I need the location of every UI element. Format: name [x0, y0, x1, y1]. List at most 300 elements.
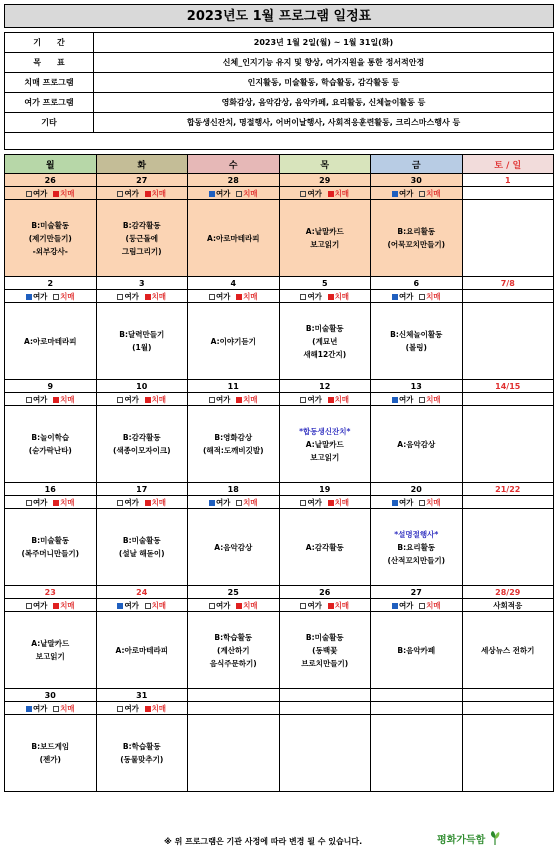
day-program-type — [5, 599, 97, 612]
empty-box-icon — [26, 397, 32, 403]
activity-line: A:음악감상 — [214, 542, 253, 552]
program-type-checkbox — [26, 498, 75, 507]
empty-box-icon — [419, 500, 425, 506]
checked-box-icon — [236, 294, 242, 300]
dementia-label: 치매 — [426, 497, 441, 507]
program-type-checkbox — [300, 601, 349, 610]
leisure-label: 여가 — [398, 188, 414, 198]
day-date: 5 — [279, 277, 371, 290]
dementia-label: 치매 — [243, 291, 258, 301]
day-date: 6 — [371, 277, 463, 290]
day-date: 28/29 — [462, 586, 554, 599]
day-date: 11 — [188, 380, 280, 393]
activity-line: B:달력만들기 — [119, 330, 165, 339]
day-activity — [462, 715, 554, 792]
leisure-label: 여가 — [307, 394, 322, 404]
leisure-label: 여가 — [124, 497, 139, 507]
day-activity — [371, 612, 463, 689]
empty-box-icon — [117, 397, 123, 403]
empty-box-icon — [419, 191, 425, 197]
day-activity — [279, 612, 371, 689]
day-program-type — [462, 496, 554, 509]
day-program-type — [371, 393, 463, 406]
day-date: 28 — [188, 174, 280, 187]
leisure-label: 여가 — [398, 497, 414, 507]
program-type-checkbox — [26, 601, 75, 610]
day-activity — [279, 406, 371, 483]
program-type-checkbox — [209, 601, 258, 610]
day-date: 7/8 — [462, 277, 554, 290]
day-activity — [5, 715, 97, 792]
info-key: 목 표 — [5, 53, 94, 73]
empty-box-icon — [300, 500, 306, 506]
leisure-label: 여가 — [307, 188, 322, 198]
empty-box-icon — [300, 397, 306, 403]
activity-line: 보고읽기 — [35, 652, 65, 661]
checked-box-icon — [236, 603, 242, 609]
footer — [4, 830, 554, 852]
day-activity — [279, 509, 371, 586]
activity-line: (산적꼬치만들기) — [387, 555, 446, 565]
activity-line: (계산하기 — [217, 645, 250, 655]
leisure-label: 여가 — [307, 600, 322, 610]
activity-row — [5, 303, 554, 380]
dementia-label: 치매 — [243, 600, 258, 610]
day-program-type — [96, 393, 188, 406]
date-row — [5, 483, 554, 496]
dementia-label: 치매 — [243, 188, 258, 198]
day-date: 27 — [96, 174, 188, 187]
day-activity — [5, 509, 97, 586]
checked-box-icon — [209, 500, 215, 506]
dementia-label: 치매 — [334, 291, 350, 301]
activity-line: (제기만들기) — [28, 233, 72, 243]
program-type-checkbox — [209, 292, 258, 301]
day-program-type — [5, 290, 97, 303]
program-type-checkbox — [300, 395, 349, 404]
day-program-type — [188, 702, 280, 715]
activity-line: B:감각활동 — [122, 433, 161, 442]
leisure-label: 여가 — [307, 497, 322, 507]
day-activity — [96, 303, 188, 380]
empty-box-icon — [26, 191, 32, 197]
leisure-label: 여가 — [32, 394, 48, 404]
dementia-label: 치매 — [426, 291, 441, 301]
day-date: 17 — [96, 483, 188, 496]
day-date: 10 — [96, 380, 188, 393]
leisure-label: 여가 — [307, 291, 322, 301]
day-date: 31 — [96, 689, 188, 702]
day-activity — [462, 509, 554, 586]
checked-box-icon — [145, 706, 151, 712]
checked-box-icon — [145, 397, 151, 403]
day-program-type — [371, 187, 463, 200]
empty-box-icon — [117, 294, 123, 300]
empty-box-icon — [209, 397, 215, 403]
checked-box-icon — [26, 294, 32, 300]
day-program-type — [5, 187, 97, 200]
leisure-label: 여가 — [32, 497, 48, 507]
dementia-label: 치매 — [60, 291, 75, 301]
day-program-type — [96, 599, 188, 612]
day-program-type — [188, 496, 280, 509]
day-program-type — [96, 290, 188, 303]
activity-row — [5, 715, 554, 792]
activity-line: A:아로마테라피 — [24, 336, 77, 346]
info-key: 기타 — [5, 113, 94, 133]
activity-line: (동백꽃 — [312, 645, 338, 655]
weekday-header: 화 — [96, 155, 188, 174]
info-key: 치매 프로그램 — [5, 73, 94, 93]
info-row — [5, 73, 554, 93]
program-type-checkbox — [392, 498, 441, 507]
day-program-type — [96, 702, 188, 715]
activity-line: (숟가락난타) — [28, 446, 72, 455]
org-logo — [437, 830, 501, 846]
day-program-type — [279, 187, 371, 200]
info-key: 여가 프로그램 — [5, 93, 94, 113]
dementia-label: 치매 — [60, 394, 75, 404]
day-date: 1 — [462, 174, 554, 187]
activity-line: A:이야기듣기 — [210, 336, 256, 346]
day-activity — [188, 509, 280, 586]
day-program-type — [188, 393, 280, 406]
day-date: 26 — [279, 586, 371, 599]
day-program-type — [96, 496, 188, 509]
activity-line: B:감각활동 — [122, 220, 161, 230]
program-type-checkbox — [117, 292, 166, 301]
leisure-label: 여가 — [398, 394, 414, 404]
program-type-checkbox — [209, 498, 258, 507]
dementia-label: 치매 — [334, 394, 350, 404]
leisure-label: 여가 — [215, 600, 231, 610]
day-activity — [96, 509, 188, 586]
checked-box-icon — [53, 397, 59, 403]
empty-box-icon — [419, 294, 425, 300]
activity-line: B:보드게임 — [31, 742, 70, 751]
day-date: 4 — [188, 277, 280, 290]
activity-line: 세상뉴스 전하기 — [481, 645, 535, 655]
weekday-header: 월 — [5, 155, 97, 174]
activity-line: B:미술활동 — [31, 536, 70, 545]
leisure-label: 여가 — [32, 291, 48, 301]
activity-line: -외부강사- — [32, 246, 68, 256]
checked-box-icon — [392, 500, 398, 506]
day-activity — [462, 303, 554, 380]
leisure-label: 여가 — [124, 600, 139, 610]
dementia-label: 치매 — [426, 188, 441, 198]
day-program-type — [371, 496, 463, 509]
activity-line: (젠가) — [39, 755, 61, 764]
activity-line: A:낱말카드 — [305, 439, 344, 449]
activity-line: B:요리활동 — [397, 542, 436, 552]
day-date: 26 — [5, 174, 97, 187]
checked-box-icon — [392, 191, 398, 197]
day-date: 29 — [279, 174, 371, 187]
activity-line: A:감각활동 — [305, 542, 344, 552]
info-value: 인지활동, 미술활동, 학습활동, 감각활동 등 — [94, 73, 554, 93]
activity-line: 보고읽기 — [310, 240, 340, 249]
leisure-label: 여가 — [215, 291, 231, 301]
activity-line: 브로치만들기) — [301, 658, 349, 668]
activity-line: B:음악카페 — [397, 645, 436, 655]
activity-line: 새해12간지) — [303, 349, 347, 359]
day-program-type — [462, 702, 554, 715]
program-type-checkbox — [117, 189, 166, 198]
day-activity — [371, 715, 463, 792]
day-date — [279, 689, 371, 702]
empty-box-icon — [26, 603, 32, 609]
day-activity — [5, 406, 97, 483]
checked-box-icon — [392, 603, 398, 609]
leisure-label: 여가 — [398, 600, 414, 610]
program-type-checkbox — [26, 189, 75, 198]
program-type-row — [5, 187, 554, 200]
program-type-checkbox — [300, 292, 349, 301]
activity-line: B:영화감상 — [214, 433, 253, 442]
dementia-label: 치매 — [151, 188, 167, 198]
dementia-label: 치매 — [60, 600, 75, 610]
day-program-type — [279, 496, 371, 509]
day-program-type — [96, 187, 188, 200]
dementia-label: 치매 — [151, 600, 167, 610]
program-type-checkbox — [209, 189, 258, 198]
day-activity — [279, 303, 371, 380]
day-date: 18 — [188, 483, 280, 496]
day-date: 16 — [5, 483, 97, 496]
checked-box-icon — [53, 500, 59, 506]
empty-box-icon — [145, 603, 151, 609]
leisure-label: 여가 — [215, 497, 231, 507]
program-type-checkbox — [117, 601, 166, 610]
weekday-header: 목 — [279, 155, 371, 174]
empty-box-icon — [53, 294, 59, 300]
day-date — [371, 689, 463, 702]
activity-line: B:신체놀이활동 — [390, 330, 443, 339]
activity-line: (어묵꼬치만들기) — [387, 240, 446, 249]
program-type-checkbox — [26, 704, 75, 713]
activity-line: A:아로마테라피 — [207, 233, 260, 243]
day-date: 25 — [188, 586, 280, 599]
empty-box-icon — [300, 294, 306, 300]
day-activity — [5, 303, 97, 380]
program-type-row — [5, 290, 554, 303]
day-activity — [5, 200, 97, 277]
page-title: 2023년도 1월 프로그램 일정표 — [4, 4, 554, 28]
activity-line: (1월) — [132, 343, 152, 352]
day-date — [462, 689, 554, 702]
day-program-type — [279, 599, 371, 612]
day-program-type — [279, 290, 371, 303]
activity-line: (색종이모자이크) — [112, 446, 171, 455]
checked-box-icon — [392, 397, 398, 403]
leisure-label: 여가 — [32, 188, 48, 198]
info-value: 신체_인지기능 유지 및 향상, 여가지원을 통한 정서적안정 — [94, 53, 554, 73]
program-type-checkbox — [392, 395, 441, 404]
date-row — [5, 586, 554, 599]
footer-note: ※ 위 프로그램은 기관 사정에 따라 변경 될 수 있습니다. — [164, 837, 363, 846]
program-type-checkbox — [26, 292, 75, 301]
day-activity — [371, 509, 463, 586]
day-program-type — [462, 187, 554, 200]
day-program-type — [462, 290, 554, 303]
program-type-checkbox — [117, 498, 166, 507]
leisure-label: 여가 — [32, 703, 48, 713]
activity-line: B:미술활동 — [122, 536, 161, 545]
dementia-label: 치매 — [151, 291, 167, 301]
info-row — [5, 113, 554, 133]
program-type-checkbox — [300, 498, 349, 507]
leisure-label: 여가 — [215, 188, 231, 198]
empty-box-icon — [419, 603, 425, 609]
day-program-type — [279, 393, 371, 406]
weekday-header-row — [5, 155, 554, 174]
day-activity — [462, 406, 554, 483]
day-program-type — [371, 702, 463, 715]
activity-row — [5, 612, 554, 689]
empty-box-icon — [236, 191, 242, 197]
dementia-label: 치매 — [243, 497, 258, 507]
day-program-type — [5, 496, 97, 509]
activity-line: 음식주문하기) — [209, 658, 257, 668]
info-spacer — [5, 133, 554, 150]
day-program-type — [371, 290, 463, 303]
day-date: 24 — [96, 586, 188, 599]
day-date: 23 — [5, 586, 97, 599]
checked-box-icon — [145, 294, 151, 300]
day-date: 19 — [279, 483, 371, 496]
day-activity — [279, 715, 371, 792]
leisure-label: 여가 — [215, 394, 231, 404]
dementia-label: 치매 — [334, 188, 350, 198]
leisure-label: 여가 — [124, 291, 139, 301]
leaf-icon — [489, 830, 501, 846]
activity-line: (설날 해돋이) — [118, 549, 165, 558]
empty-box-icon — [236, 500, 242, 506]
program-type-checkbox — [392, 601, 441, 610]
empty-box-icon — [419, 397, 425, 403]
date-row — [5, 277, 554, 290]
program-type-checkbox — [392, 292, 441, 301]
day-activity — [371, 200, 463, 277]
day-activity — [188, 303, 280, 380]
weekday-header: 토 / 일 — [462, 155, 554, 174]
program-type-checkbox — [209, 395, 258, 404]
date-row — [5, 380, 554, 393]
date-row — [5, 174, 554, 187]
day-activity — [96, 406, 188, 483]
day-activity — [462, 612, 554, 689]
day-date: 30 — [371, 174, 463, 187]
day-activity — [371, 406, 463, 483]
day-activity — [96, 715, 188, 792]
empty-box-icon — [26, 500, 32, 506]
day-activity — [188, 200, 280, 277]
activity-line: B:놀이학습 — [31, 433, 70, 442]
dementia-label: 치매 — [60, 703, 75, 713]
program-type-checkbox — [300, 189, 349, 198]
empty-box-icon — [117, 500, 123, 506]
date-row — [5, 689, 554, 702]
program-type-label: 사회적응 — [493, 600, 523, 610]
day-date: 12 — [279, 380, 371, 393]
activity-line: B:미술활동 — [305, 323, 344, 333]
program-type-row — [5, 599, 554, 612]
dementia-label: 치매 — [60, 188, 75, 198]
day-program-type — [279, 702, 371, 715]
weekday-header: 수 — [188, 155, 280, 174]
checked-box-icon — [53, 603, 59, 609]
day-activity — [462, 200, 554, 277]
empty-box-icon — [300, 603, 306, 609]
checked-box-icon — [145, 191, 151, 197]
activity-line: (복주머니만들기) — [21, 549, 80, 558]
activity-line: B:학습활동 — [214, 632, 253, 642]
activity-line: (동물맞추기) — [120, 755, 164, 764]
day-program-type — [462, 599, 554, 612]
program-type-checkbox — [493, 601, 522, 610]
day-date: 21/22 — [462, 483, 554, 496]
day-activity — [5, 612, 97, 689]
info-value: 영화감상, 음악감상, 음악카페, 요리활동, 신체놀이활동 등 — [94, 93, 554, 113]
activity-line: B:미술활동 — [31, 220, 70, 230]
checked-box-icon — [53, 191, 59, 197]
day-program-type — [371, 599, 463, 612]
program-type-checkbox — [26, 395, 75, 404]
leisure-label: 여가 — [398, 291, 414, 301]
day-activity — [188, 612, 280, 689]
info-key: 기 간 — [5, 33, 94, 53]
info-value: 2023년 1월 2일(월) ~ 1월 31일(화) — [94, 33, 554, 53]
empty-box-icon — [53, 706, 59, 712]
day-date — [188, 689, 280, 702]
day-activity — [188, 715, 280, 792]
checked-box-icon — [328, 191, 334, 197]
program-type-checkbox — [117, 395, 166, 404]
activity-line: B:요리활동 — [397, 227, 436, 236]
day-date: 20 — [371, 483, 463, 496]
program-type-row — [5, 496, 554, 509]
calendar-table — [4, 154, 554, 792]
dementia-label: 치매 — [151, 394, 167, 404]
info-row — [5, 93, 554, 113]
day-date: 13 — [371, 380, 463, 393]
checked-box-icon — [209, 191, 215, 197]
dementia-label: 치매 — [151, 497, 167, 507]
dementia-label: 치매 — [151, 703, 167, 713]
activity-line: A:음악감상 — [397, 439, 436, 449]
dementia-label: 치매 — [334, 600, 350, 610]
special-event: *합동생신잔치* — [299, 426, 351, 436]
day-date: 30 — [5, 689, 97, 702]
empty-box-icon — [209, 603, 215, 609]
leisure-label: 여가 — [124, 394, 139, 404]
logo-text: 평화가득함 — [437, 835, 486, 846]
info-table — [4, 32, 554, 150]
checked-box-icon — [145, 500, 151, 506]
checked-box-icon — [26, 706, 32, 712]
info-row — [5, 53, 554, 73]
checked-box-icon — [328, 294, 334, 300]
day-program-type — [188, 187, 280, 200]
day-activity — [371, 303, 463, 380]
empty-box-icon — [117, 191, 123, 197]
activity-line: (둥근돌에 — [125, 233, 158, 243]
dementia-label: 치매 — [426, 394, 441, 404]
day-program-type — [188, 599, 280, 612]
dementia-label: 치매 — [243, 394, 258, 404]
activity-line: A:아로마테라피 — [115, 645, 168, 655]
